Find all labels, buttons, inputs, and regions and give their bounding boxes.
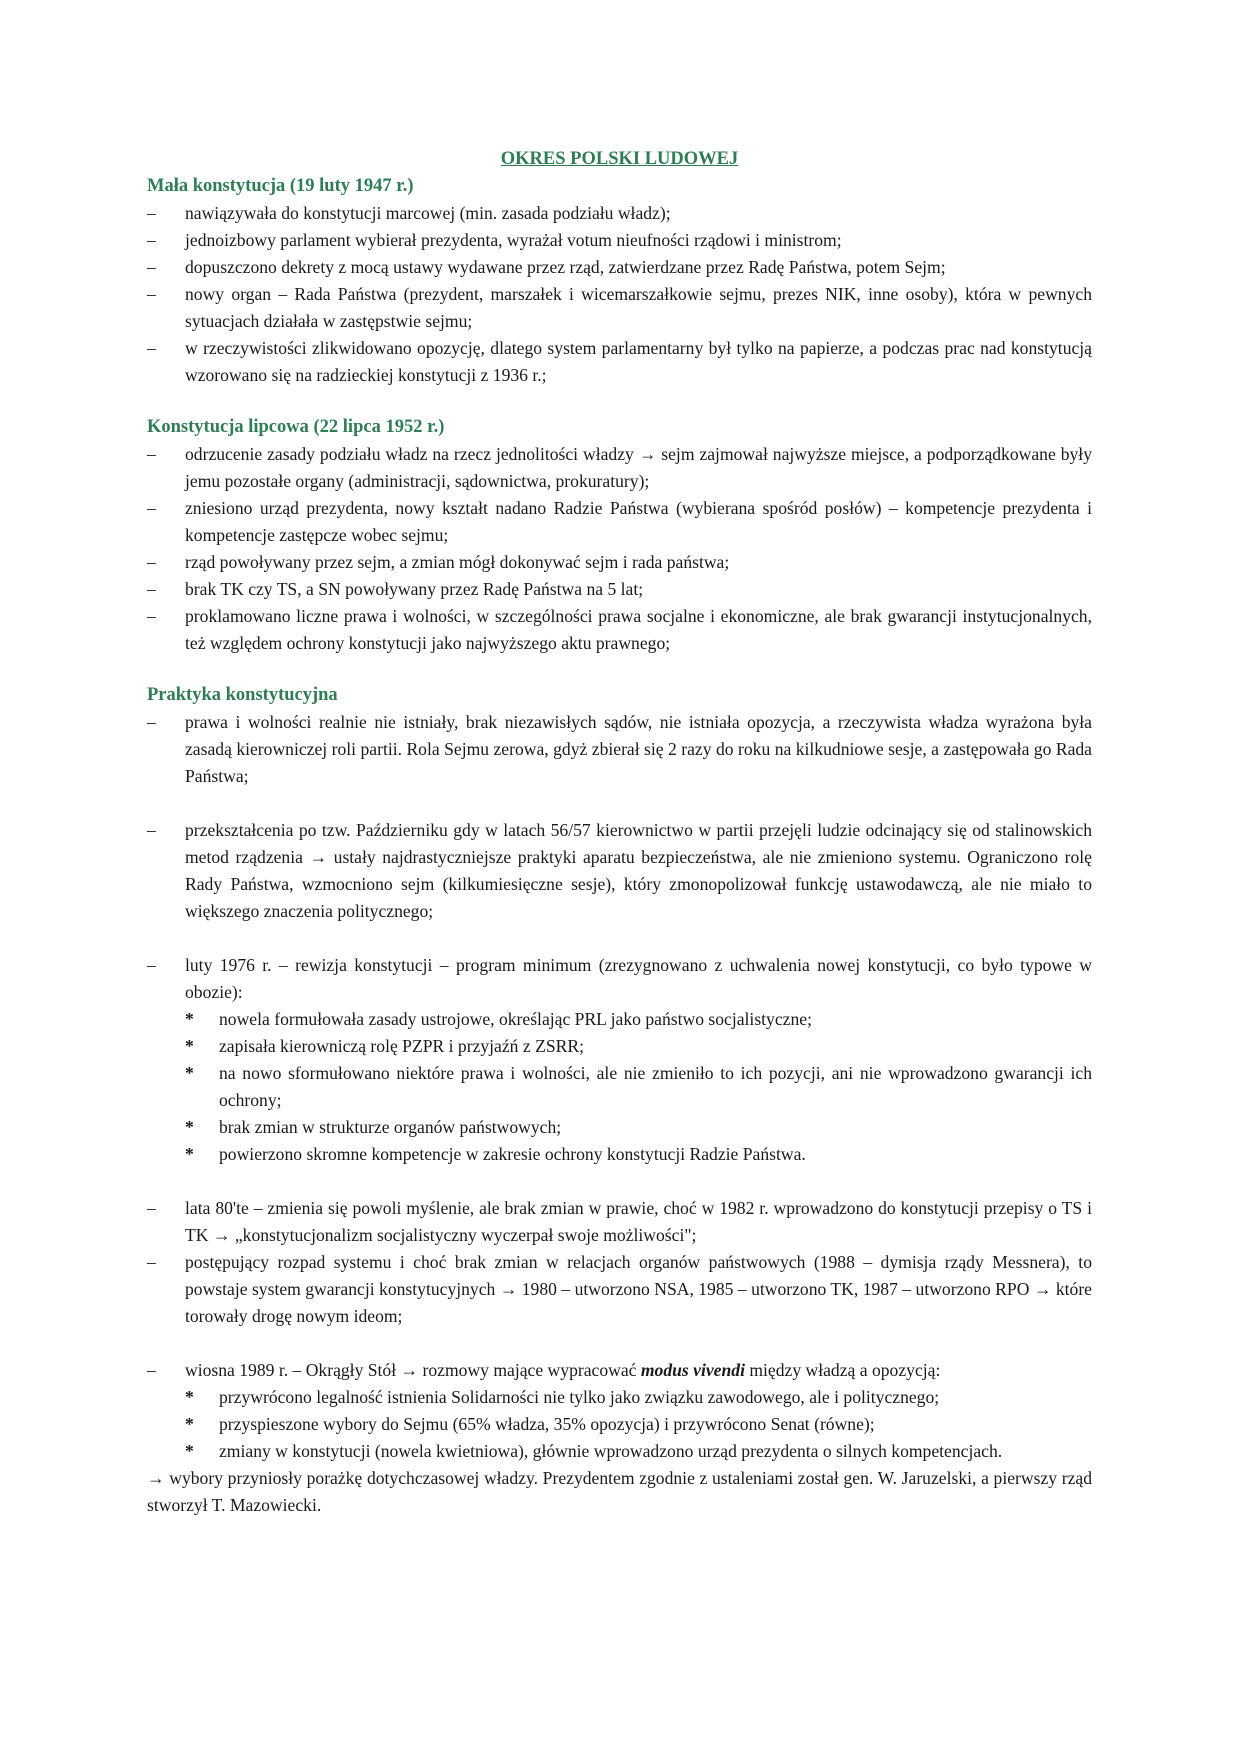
modus-vivendi-text: modus vivendi bbox=[640, 1360, 745, 1380]
list-item: – rząd powoływany przez sejm, a zmian mógł dokonywać sejm i rada państwa; bbox=[147, 549, 1092, 576]
star-bullet-icon: * bbox=[185, 1036, 194, 1056]
list-item: – nowy organ – Rada Państwa (prezydent, marszałek i wicemarszałkowie sejmu, prezes NIK, inne osoby), która w pewnych sytuacjach działała w zastępstwie sejmu; bbox=[147, 281, 1092, 335]
section-heading: Praktyka konstytucyjna bbox=[147, 685, 338, 705]
dash-bullet: – bbox=[147, 1252, 156, 1272]
section-heading: Konstytucja lipcowa (22 lipca 1952 r.) bbox=[147, 417, 445, 437]
list-item: – proklamowano liczne prawa i wolności, w szczególności prawa socjalne i ekonomiczne, ale brak gwarancji instytucjonalnych, też względem ochrony konstytucji jako najwyższego aktu prawnego; bbox=[147, 603, 1092, 657]
dash-bullet: – bbox=[147, 552, 156, 572]
list-item: – lata 80'te – zmienia się powoli myślenie, ale brak zmian w prawie, choć w 1982 r. wprowadzono do konstytucji przepisy o TS i TK → „konstytucjonalizm socjalistyczny wyczerpał swoje możliwości"; bbox=[147, 1195, 1092, 1249]
list-item: – brak TK czy TS, a SN powoływany przez Radę Państwa na 5 lat; bbox=[147, 576, 1092, 603]
dash-bullet: – bbox=[147, 284, 156, 304]
list-item: – wiosna 1989 r. – Okrągły Stół → rozmowy mające wypracować modus vivendi między władzą a opozycją: bbox=[147, 1357, 1092, 1384]
star-bullet-icon: * bbox=[185, 1063, 194, 1083]
closing-paragraph: → wybory przyniosły porażkę dotychczasowej władzy. Prezydentem zgodnie z ustaleniami został gen. W. Jaruzelski, a pierwszy rząd stworzył T. Mazowiecki. bbox=[147, 1468, 1092, 1515]
list-item: – prawa i wolności realnie nie istniały, brak niezawisłych sądów, nie istniała opozycja, a rzeczywista władza wyrażona była zasadą kierowniczej roli partii. Rola Sejmu zerowa, gdyż zbierał się 2 razy do roku na kilkudniowe sesje, a zastępowała go Rada Państwa; bbox=[147, 709, 1092, 790]
document-page bbox=[147, 146, 1092, 1519]
star-bullet-icon: * bbox=[185, 1117, 194, 1137]
dash-bullet: – bbox=[147, 498, 156, 518]
star-bullet-icon: * bbox=[185, 1441, 194, 1461]
sub-list-item: * powierzono skromne kompetencje w zakresie ochrony konstytucji Radzie Państwa. bbox=[147, 1141, 1092, 1168]
section-konstytucja-lipcowa bbox=[147, 414, 1092, 657]
dash-bullet: – bbox=[147, 257, 156, 277]
list-item: – odrzucenie zasady podziału władz na rzecz jednolitości władzy → sejm zajmował najwyższe miejsce, a podporządkowane były jemu pozostałe organy (administracji, sądownictwa, prokuratury); bbox=[147, 441, 1092, 495]
dash-bullet: – bbox=[147, 338, 156, 358]
sub-list-item: * nowela formułowała zasady ustrojowe, określając PRL jako państwo socjalistyczne; bbox=[147, 1006, 1092, 1033]
section-mala-konstytucja bbox=[147, 173, 1092, 389]
dash-bullet: – bbox=[147, 203, 156, 223]
sub-list-item: * zapisała kierowniczą rolę PZPR i przyjaźń z ZSRR; bbox=[147, 1033, 1092, 1060]
dash-bullet: – bbox=[147, 820, 156, 840]
dash-bullet: – bbox=[147, 230, 156, 250]
list-item: – jednoizbowy parlament wybierał prezydenta, wyrażał votum nieufności rządowi i ministrom; bbox=[147, 227, 1092, 254]
document-title: OKRES POLSKI LUDOWEJ bbox=[500, 149, 739, 169]
dash-bullet: – bbox=[147, 606, 156, 626]
section-heading: Mała konstytucja (19 luty 1947 r.) bbox=[147, 176, 414, 196]
dash-bullet: – bbox=[147, 444, 156, 464]
star-bullet-icon: * bbox=[185, 1414, 194, 1434]
list-item: – zniesiono urząd prezydenta, nowy kształt nadano Radzie Państwa (wybierana spośród posłów) – kompetencje prezydenta i kompetencje zastępcze wobec sejmu; bbox=[147, 495, 1092, 549]
sub-list-item: * przyspieszone wybory do Sejmu (65% władza, 35% opozycja) i przywrócono Senat (równe); bbox=[147, 1411, 1092, 1438]
list-item: – dopuszczono dekrety z mocą ustawy wydawane przez rząd, zatwierdzane przez Radę Państwa, potem Sejm; bbox=[147, 254, 1092, 281]
list-item: – przekształcenia po tzw. Październiku gdy w latach 56/57 kierownictwo w partii przejęli ludzie odcinający się od stalinowskich metod rządzenia → ustały najdrastyczniejsze praktyki aparatu bezpieczeństwa, ale nie zmieniono systemu. Ograniczono rolę Rady Państwa, wzmocniono sejm (kilkumiesięczne sesje), który zmonopolizował funkcję ustawodawczą, ale nie miało to większego znaczenia politycznego; bbox=[147, 817, 1092, 925]
list-item: – nawiązywała do konstytucji marcowej (min. zasada podziału władz); bbox=[147, 200, 1092, 227]
sub-list-item: * przywrócono legalność istnienia Solidarności nie tylko jako związku zawodowego, ale i politycznego; bbox=[147, 1384, 1092, 1411]
list-item: – postępujący rozpad systemu i choć brak zmian w relacjach organów państwowych (1988 – dymisja rządy Messnera), to powstaje system gwarancji konstytucyjnych → 1980 – utworzono NSA, 1985 – utworzono TK, 1987 – utworzono RPO → które torowały drogę nowym ideom; bbox=[147, 1249, 1092, 1330]
sub-list-item: * na nowo sformułowano niektóre prawa i wolności, ale nie zmieniło to ich pozycji, ani nie wprowadzono gwarancji ich ochrony; bbox=[147, 1060, 1092, 1114]
dash-bullet: – bbox=[147, 712, 156, 732]
star-bullet-icon: * bbox=[185, 1009, 194, 1029]
dash-bullet: – bbox=[147, 579, 156, 599]
dash-bullet: – bbox=[147, 955, 156, 975]
star-bullet-icon: * bbox=[185, 1387, 194, 1407]
sub-list-item: * brak zmian w strukturze organów państwowych; bbox=[147, 1114, 1092, 1141]
list-item: – w rzeczywistości zlikwidowano opozycję, dlatego system parlamentarny był tylko na papierze, a podczas prac nad konstytucją wzorowano się na radzieckiej konstytucji z 1936 r.; bbox=[147, 335, 1092, 389]
dash-bullet: – bbox=[147, 1360, 156, 1380]
list-item: – luty 1976 r. – rewizja konstytucji – program minimum (zrezygnowano z uchwalenia nowej konstytucji, co było typowe w obozie): bbox=[147, 952, 1092, 1006]
section-praktyka-konstytucyjna bbox=[147, 682, 1092, 1519]
star-bullet-icon: * bbox=[185, 1144, 194, 1164]
dash-bullet: – bbox=[147, 1198, 156, 1218]
sub-list-item: * zmiany w konstytucji (nowela kwietniowa), głównie wprowadzono urząd prezydenta o silnych kompetencjach. bbox=[147, 1438, 1092, 1465]
